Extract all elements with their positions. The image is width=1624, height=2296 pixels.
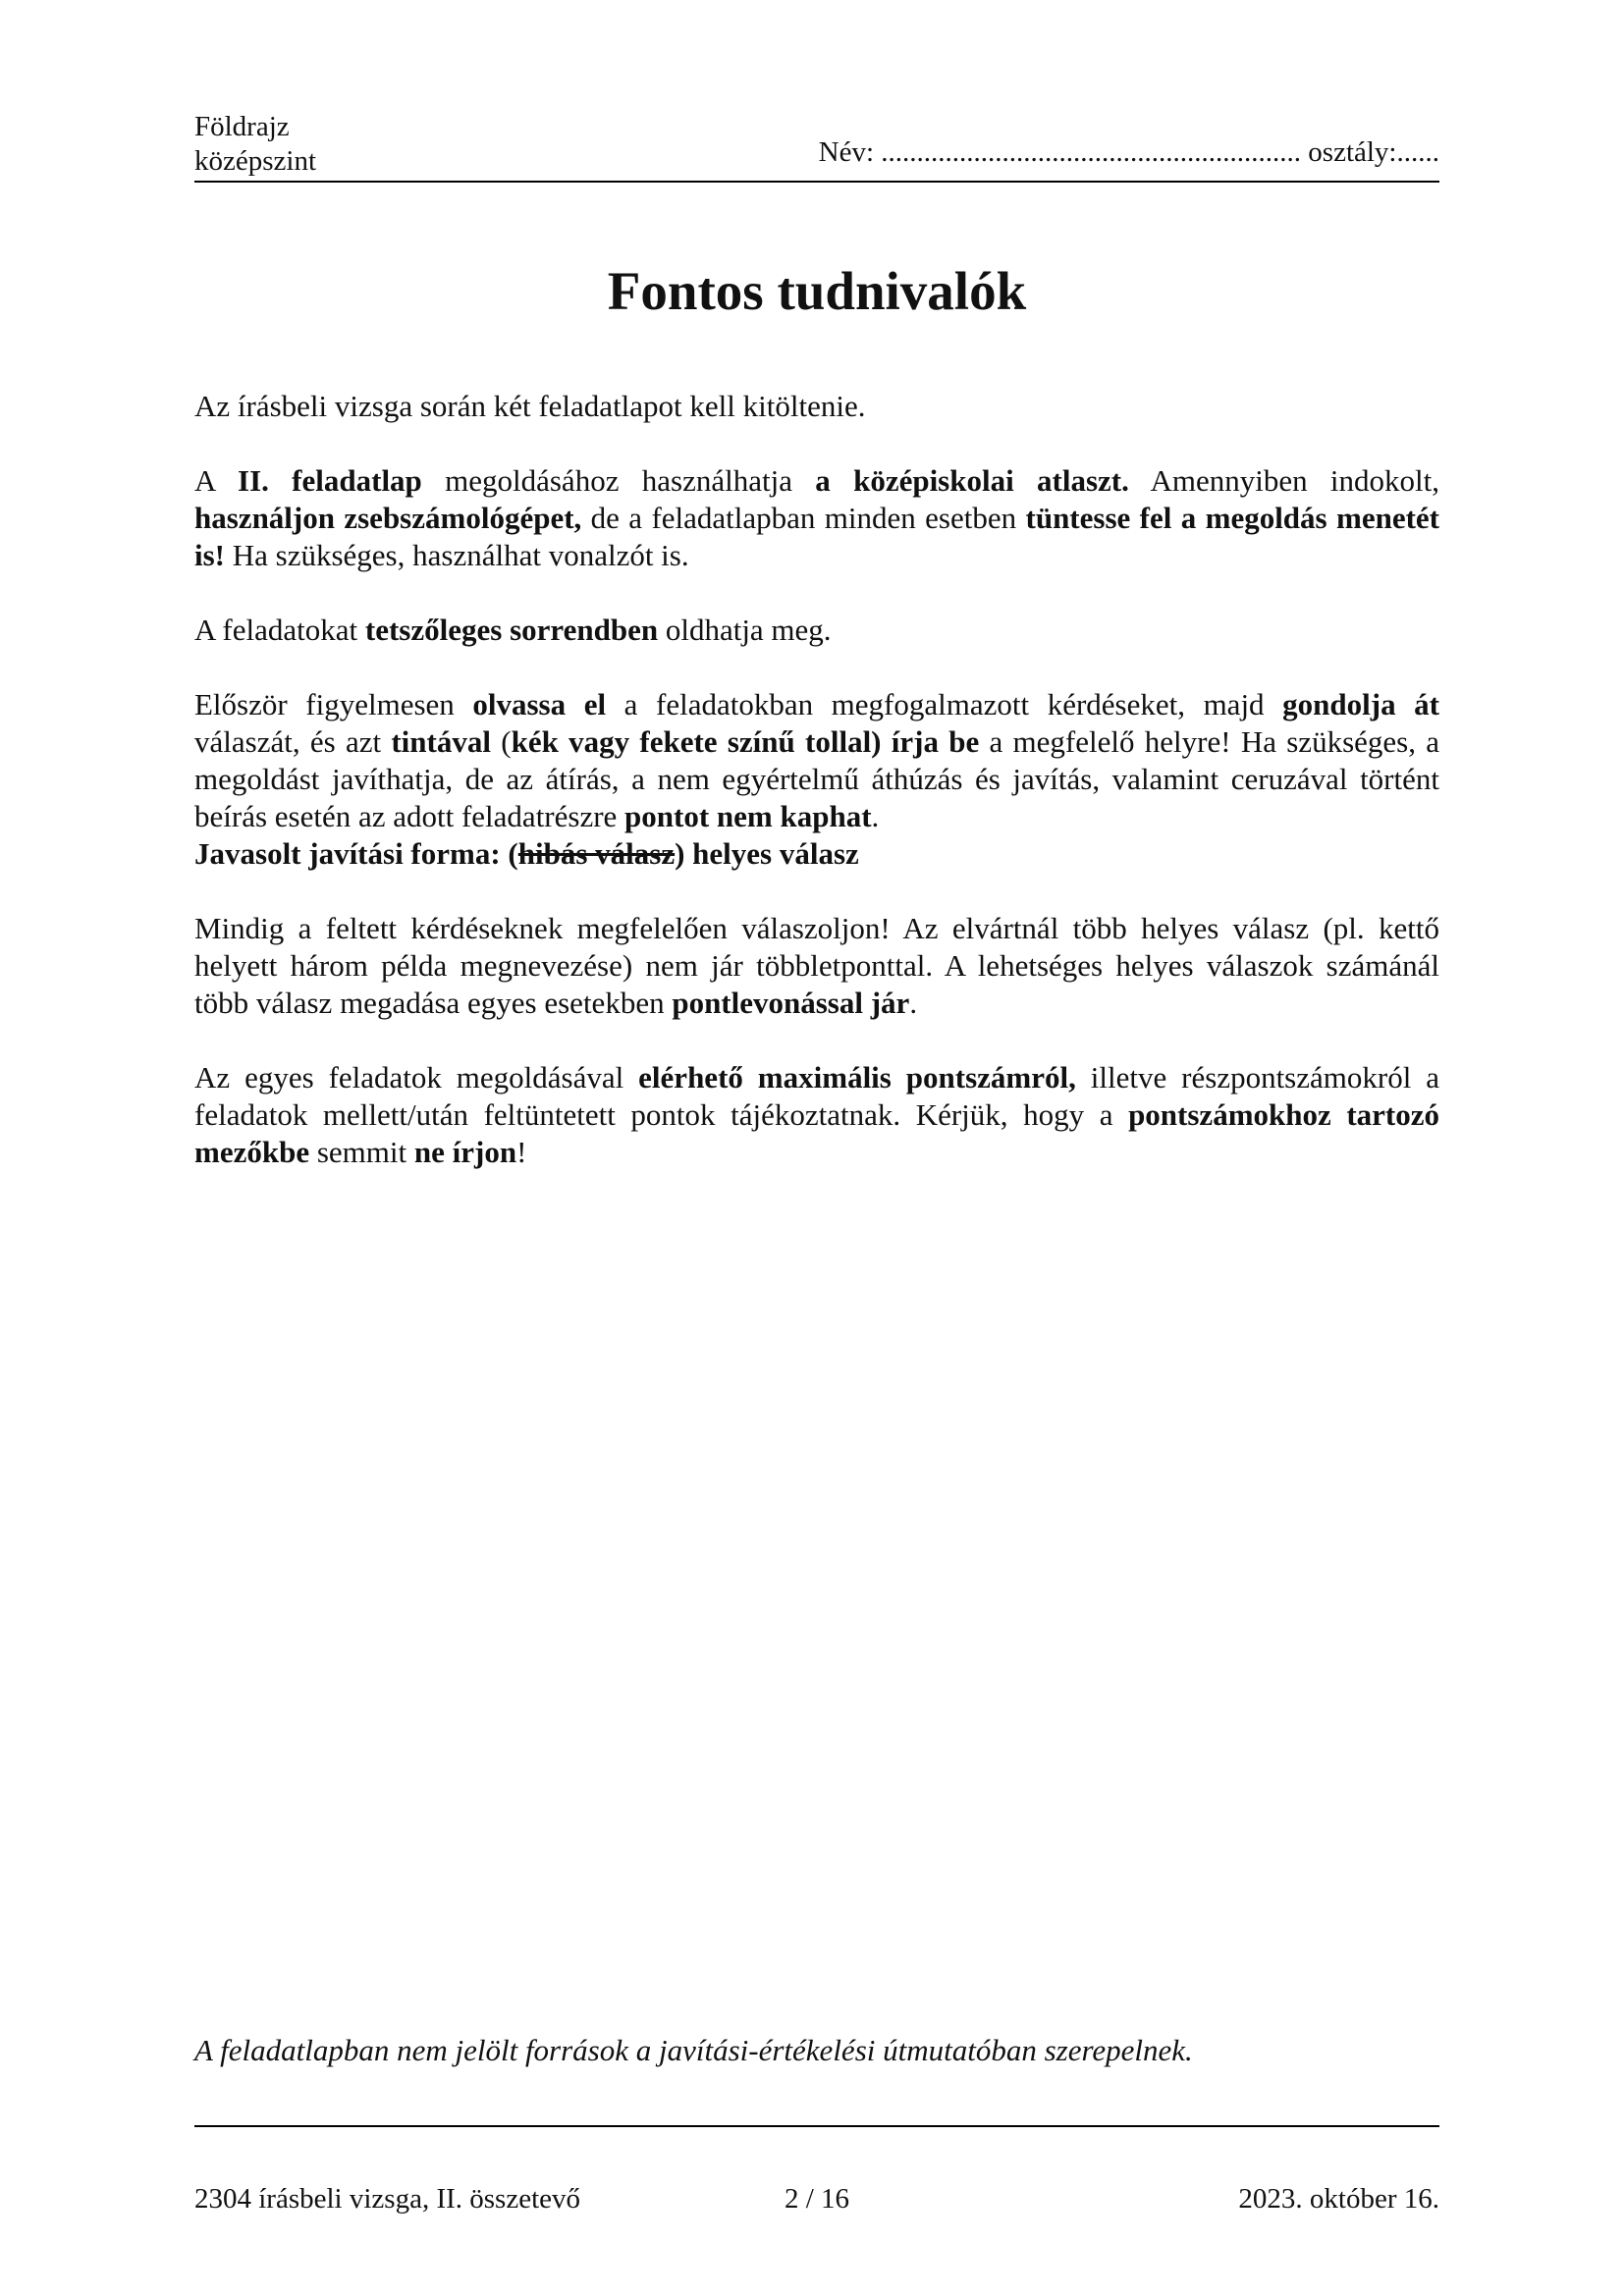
text-run: Mindig a feltett kérdéseknek megfelelően válaszoljon! Az elvártnál több helyes válasz (pl. kettő helyett három példa megnevezése) nem jár többletponttal. A lehetséges helyes válaszok számánál több válasz megadása egyes esetekben (194, 911, 1439, 1020)
header-level: középszint (194, 145, 317, 177)
bold-run: használjon zsebszámológépet, (194, 501, 582, 535)
text-run: válaszát, és azt (194, 724, 392, 759)
footer-date: 2023. október 16. (1238, 2183, 1439, 2215)
bold-run: tüntesse fel a megoldás menetét is! (194, 501, 1439, 572)
text-run: oldhatja meg. (658, 613, 832, 647)
text-run: de a feladatlapban minden esetben (581, 501, 1026, 535)
bold-run: gondolja át (1282, 687, 1439, 721)
source-note: A feladatlapban nem jelölt források a javítási-értékelési útmutatóban szerepelnek. (194, 2033, 1193, 2067)
text-run: . (871, 799, 880, 833)
page-header (194, 110, 1439, 183)
header-subject: Földrajz (194, 111, 290, 142)
strikethrough-run: hibás válasz (517, 836, 676, 871)
text-run: ( (490, 724, 512, 759)
text-run: ! (516, 1135, 527, 1169)
paragraph-4 (194, 686, 1439, 835)
footer-exam-code: 2304 írásbeli vizsga, II. összetevő (194, 2183, 581, 2215)
bold-run: olvassa el (472, 687, 607, 721)
paragraph-2 (194, 462, 1439, 574)
text-run: Ha szükséges, használhat vonalzót is. (225, 538, 689, 572)
text-run: A (194, 463, 238, 498)
page-title: Fontos tudnivalók (607, 261, 1027, 321)
text-run: a feladatokban megfogalmazott kérdéseket, majd (606, 687, 1283, 721)
text-run: Először figyelmesen (194, 687, 473, 721)
footer-page-number: 2 / 16 (784, 2183, 850, 2215)
text-run: a megfelelő helyre! Ha szükséges, a megoldást javíthatja, de az átírás, a nem egyértelmű áthúzás és javítás, valamint ceruzával történt beírás esetén az adott feladatrészre (194, 724, 1439, 833)
bold-run: tintával (391, 724, 491, 759)
bold-run: a középiskolai atlaszt. (815, 463, 1129, 498)
bold-run: kék vagy fekete színű tollal) írja be (511, 724, 980, 759)
bold-run: ne írjon (413, 1135, 517, 1169)
bold-run: elérhető maximális pontszámról, (638, 1060, 1076, 1095)
paragraph-3 (194, 612, 1439, 649)
bold-run: tetszőleges sorrendben (364, 613, 659, 647)
paragraph-5 (194, 910, 1439, 1022)
paragraph-6 (194, 1059, 1439, 1171)
bold-run: pontot nem kaphat (624, 799, 872, 833)
text-run: illetve részpontszámokról a feladatok mellett/után feltüntetett pontok tájékoztatnak. Kérjük, hogy a (194, 1060, 1439, 1132)
text-run: Az egyes feladatok megoldásával (194, 1060, 639, 1095)
footer-divider (194, 2125, 1439, 2127)
bold-run: Javasolt javítási forma: ( (194, 836, 518, 871)
text-run: A feladatokat (194, 613, 365, 647)
text-run: megoldásához használhatja (421, 463, 816, 498)
correction-example (194, 835, 1439, 873)
bold-run: pontlevonással jár (672, 986, 910, 1020)
text-run: semmit (309, 1135, 414, 1169)
bold-run: ) helyes válasz (675, 836, 859, 871)
paragraph-1: Az írásbeli vizsga során két feladatlapot kell kitöltenie. (194, 389, 866, 423)
text-run: Amennyiben indokolt, (1128, 463, 1439, 498)
header-subject-block (194, 110, 316, 179)
bold-run: pontszámokhoz tartozó mezőkbe (194, 1097, 1440, 1169)
instructions-body (194, 388, 1439, 1208)
name-class-field: Név: ........................................................... osztály:...... (818, 136, 1439, 168)
text-run: . (909, 986, 918, 1020)
bold-run: II. feladatlap (238, 463, 422, 498)
